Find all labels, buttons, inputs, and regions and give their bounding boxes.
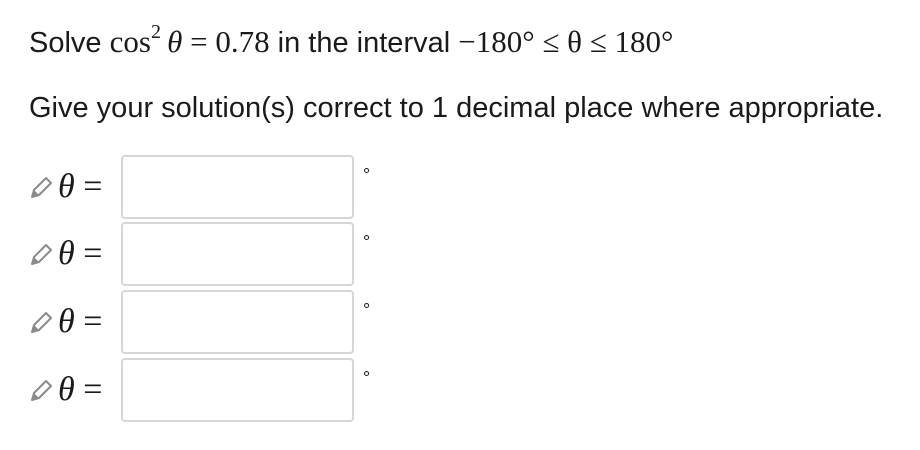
theta-label: θ = [58, 303, 103, 340]
degree-unit: ° [363, 300, 371, 320]
question-prefix: Solve [29, 27, 110, 59]
answer-input-3[interactable] [121, 290, 354, 354]
degree-unit: ° [363, 232, 371, 252]
question-text [29, 20, 673, 65]
answer-row [0, 155, 400, 221]
answer-row [0, 222, 400, 288]
theta-symbol: θ [167, 24, 183, 59]
pencil-icon [28, 378, 54, 404]
cos-function: cos [109, 24, 151, 59]
answer-row [0, 290, 400, 356]
theta-label: θ = [58, 371, 103, 408]
answer-row [0, 358, 400, 424]
interval: −180° ≤ θ ≤ 180° [458, 24, 674, 59]
degree-unit: ° [363, 165, 371, 185]
equation-rhs: = 0.78 [182, 24, 270, 59]
question-middle: in the interval [269, 27, 459, 59]
degree-unit: ° [363, 368, 371, 388]
answer-input-2[interactable] [121, 222, 354, 286]
equation [109, 21, 270, 59]
theta-label: θ = [58, 168, 103, 205]
pencil-icon [28, 310, 54, 336]
pencil-icon [28, 242, 54, 268]
instruction-text: Give your solution(s) correct to 1 decimal place where appropriate. [29, 92, 884, 124]
theta-label: θ = [58, 235, 103, 272]
power: 2 [150, 21, 161, 43]
answer-input-1[interactable] [121, 155, 354, 219]
pencil-icon [28, 175, 54, 201]
answer-input-4[interactable] [121, 358, 354, 422]
